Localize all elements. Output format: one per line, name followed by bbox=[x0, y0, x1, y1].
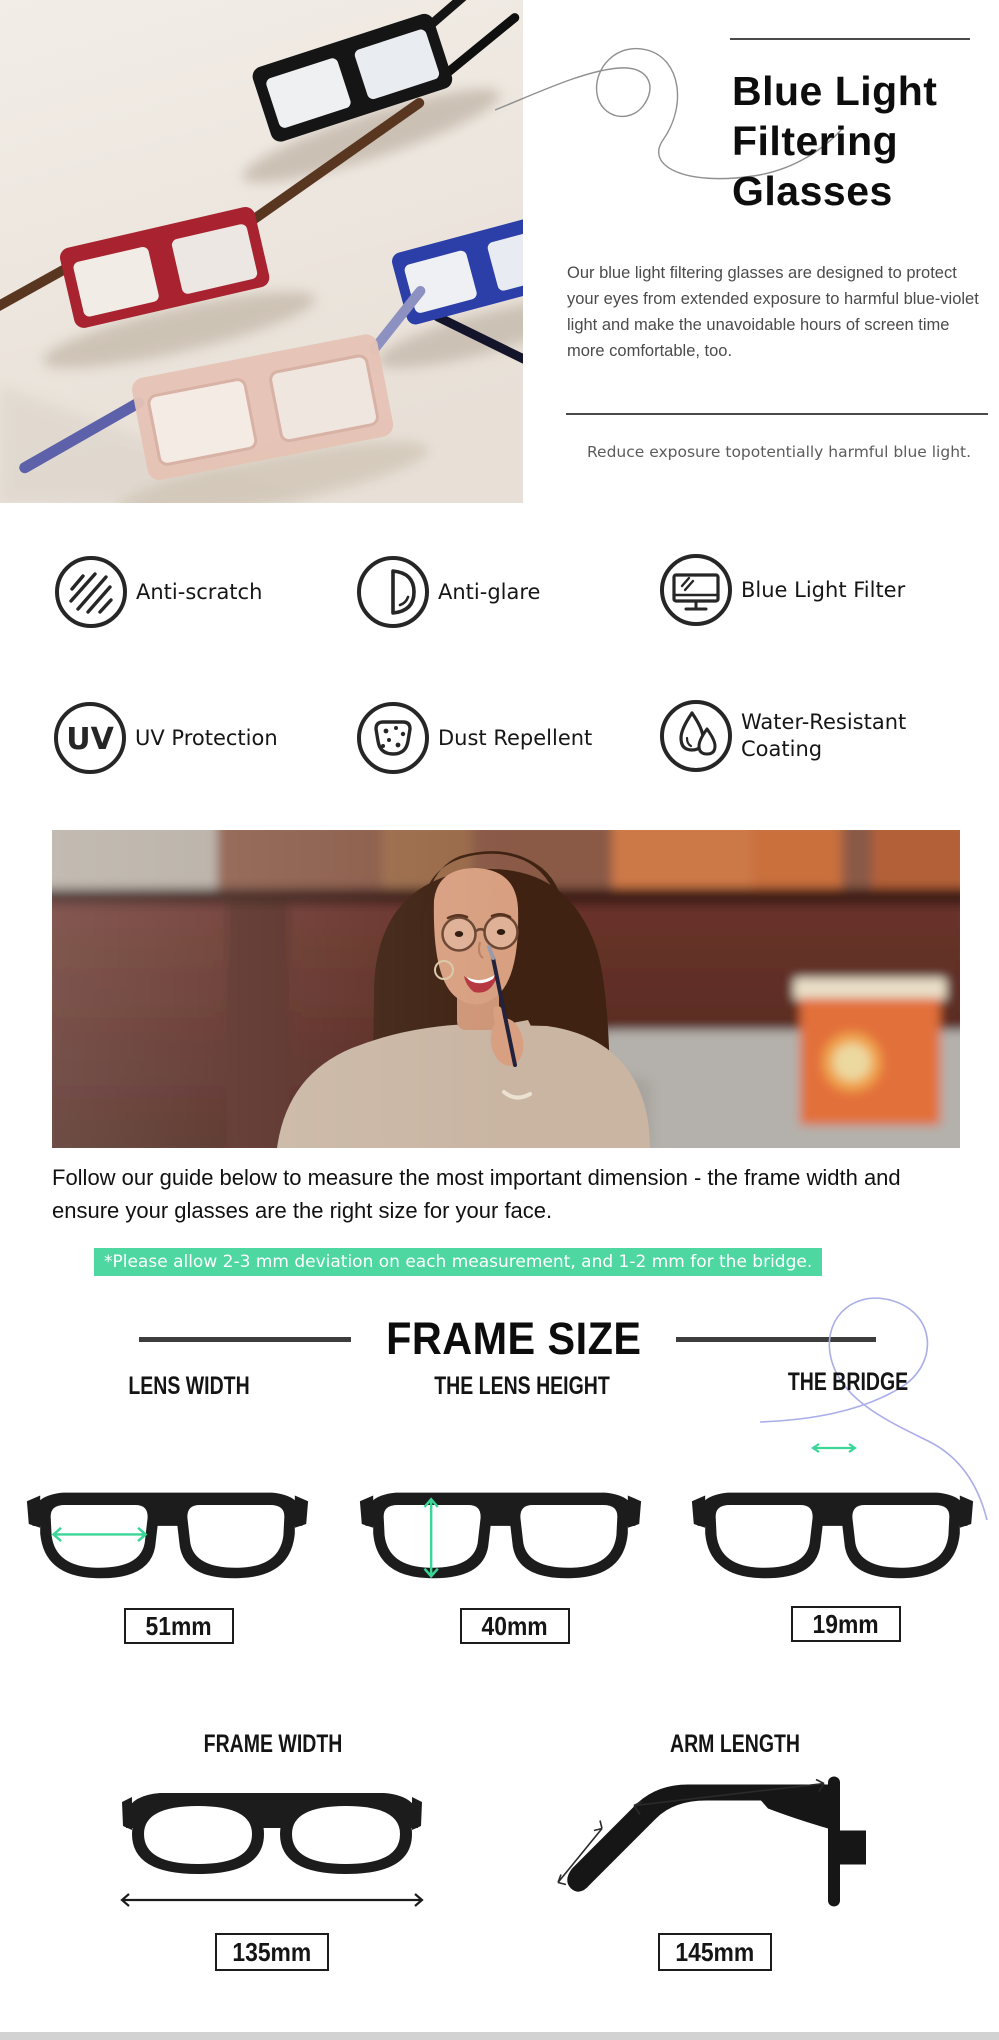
dust-repellent-icon bbox=[355, 700, 431, 776]
feature-anti-glare bbox=[355, 554, 540, 630]
value-bridge: 19mm bbox=[791, 1606, 901, 1642]
water-resistant-icon bbox=[658, 698, 734, 774]
label-lens-height: THE LENS HEIGHT bbox=[434, 1372, 610, 1400]
feature-water-resistant bbox=[658, 698, 941, 774]
anti-glare-icon bbox=[355, 554, 431, 630]
feature-label: Water-Resistant Coating bbox=[741, 710, 907, 761]
svg-text:UV: UV bbox=[66, 722, 114, 757]
feature-label: Blue Light Filter bbox=[741, 577, 906, 602]
feature-uv-protection bbox=[52, 700, 278, 776]
uv-protection-icon bbox=[52, 700, 128, 776]
feature-blue-light-filter bbox=[658, 552, 905, 628]
value-lens-height: 40mm bbox=[460, 1608, 570, 1644]
mid-divider bbox=[566, 413, 988, 415]
page-title: Blue Light Filtering Glasses bbox=[732, 68, 938, 214]
blue-light-filter-icon bbox=[658, 552, 734, 628]
feature-label: Anti-scratch bbox=[136, 579, 263, 604]
arm-length-diagram bbox=[556, 1772, 870, 1910]
glasses-flatlay-photo bbox=[0, 0, 523, 503]
frame-size-title: FRAME SIZE bbox=[385, 1313, 642, 1364]
label-bridge: THE BRIDGE bbox=[787, 1368, 909, 1396]
feature-label: UV Protection bbox=[135, 725, 278, 750]
value-lens-width: 51mm bbox=[124, 1608, 234, 1644]
deviation-note: *Please allow 2-3 mm deviation on each measurement, and 1-2 mm for the bridge. bbox=[94, 1248, 822, 1276]
label-arm-length: ARM LENGTH bbox=[670, 1730, 800, 1758]
value-frame-width: 135mm bbox=[215, 1933, 329, 1971]
measure-guide-text: Follow our guide below to measure the most important dimension - the frame width and ensure your glasses are the right size for your face. bbox=[52, 1165, 901, 1223]
lens-width-diagram bbox=[25, 1477, 310, 1590]
value-arm-length: 145mm bbox=[658, 1933, 772, 1971]
feature-anti-scratch bbox=[53, 554, 262, 630]
heading-line-left bbox=[139, 1337, 351, 1342]
feature-label: Dust Repellent bbox=[438, 725, 593, 750]
label-frame-width: FRAME WIDTH bbox=[203, 1730, 343, 1758]
label-lens-width: LENS WIDTH bbox=[128, 1372, 250, 1400]
bridge-arrow bbox=[810, 1441, 858, 1455]
frame-width-diagram bbox=[120, 1782, 424, 1882]
hero-description: Our blue light filtering glasses are designed to protect your eyes from extended exposure to harmful blue-violet light and make the unavoidable hours of screen time more comfortable, too. bbox=[567, 264, 979, 360]
feature-dust-repellent bbox=[355, 700, 592, 776]
feature-label: Anti-glare bbox=[438, 579, 541, 604]
bottom-strip bbox=[0, 2032, 999, 2040]
lens-height-diagram bbox=[358, 1477, 643, 1590]
frame-width-arrow bbox=[120, 1892, 424, 1908]
lifestyle-photo bbox=[52, 830, 960, 1148]
bridge-diagram bbox=[690, 1477, 975, 1590]
anti-scratch-icon bbox=[53, 554, 129, 630]
hero-tagline: Reduce exposure topotentially harmful blue light. bbox=[586, 443, 972, 461]
